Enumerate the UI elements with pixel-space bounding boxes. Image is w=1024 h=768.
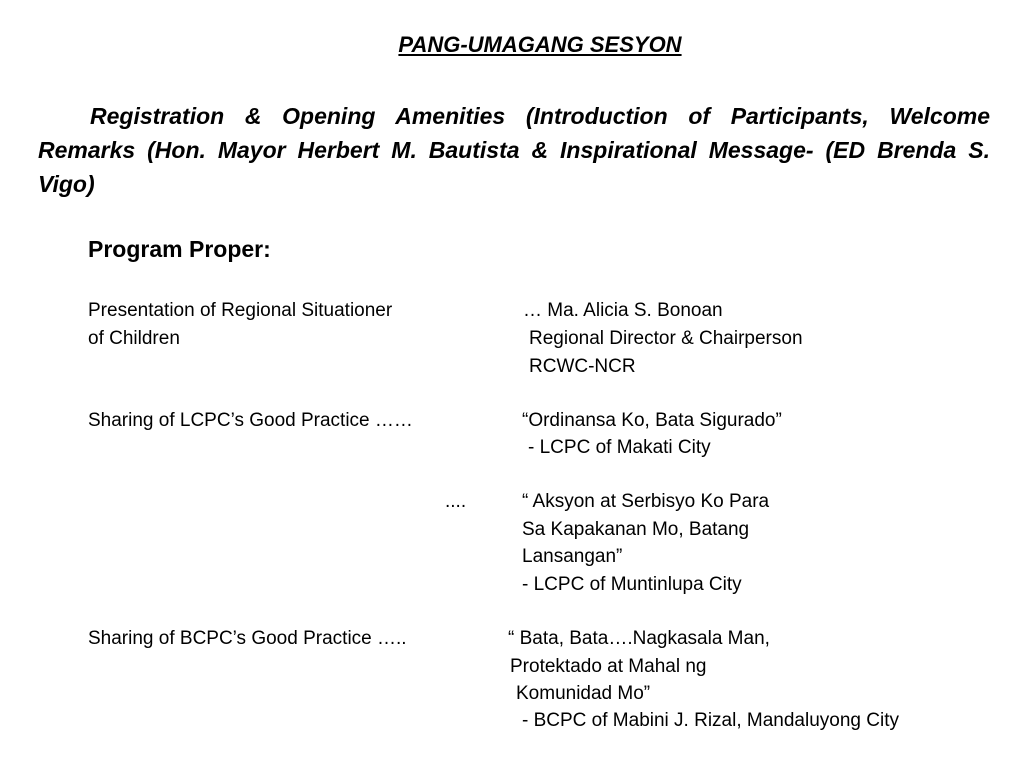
item-3-right-line-4: - LCPC of Muntinlupa City <box>522 574 742 595</box>
item-1-left-line-2: of Children <box>88 328 180 349</box>
item-4-right-line-2: Protektado at Mahal ng <box>510 656 707 677</box>
intro-paragraph: Registration & Opening Amenities (Introduction of Participants, Welcome Remarks (Hon. Mayor Herbert M. Bautista & Inspirational Message- (ED Brenda S. Vigo) <box>38 103 990 197</box>
item-4-right-line-4: - BCPC of Mabini J. Rizal, Mandaluyong City <box>522 710 899 731</box>
item-2-right-line-2: - LCPC of Makati City <box>528 437 711 458</box>
item-1-left-line-1: Presentation of Regional Situationer <box>88 300 393 321</box>
item-3-right-line-1: “ Aksyon at Serbisyo Ko Para <box>522 491 770 512</box>
item-1-right-line-3: RCWC-NCR <box>529 356 636 377</box>
item-4-right-line-3: Komunidad Mo” <box>516 683 651 704</box>
item-3-left-line-1: .... <box>445 491 467 512</box>
item-3-right-line-3: Lansangan” <box>522 546 623 567</box>
item-2-left-line-1: Sharing of LCPC’s Good Practice …… <box>88 410 413 431</box>
item-1-right-line-2: Regional Director & Chairperson <box>529 328 803 349</box>
item-4-right-line-1: “ Bata, Bata….Nagkasala Man, <box>508 628 770 649</box>
item-4-left-line-1: Sharing of BCPC’s Good Practice ….. <box>88 628 407 649</box>
page-title: PANG-UMAGANG SESYON <box>398 32 682 57</box>
program-proper-heading: Program Proper: <box>88 236 271 262</box>
item-1-right-line-1: … Ma. Alicia S. Bonoan <box>523 300 723 321</box>
item-3-right-line-2: Sa Kapakanan Mo, Batang <box>522 519 750 540</box>
item-2-right-line-1: “Ordinansa Ko, Bata Sigurado” <box>522 410 782 431</box>
